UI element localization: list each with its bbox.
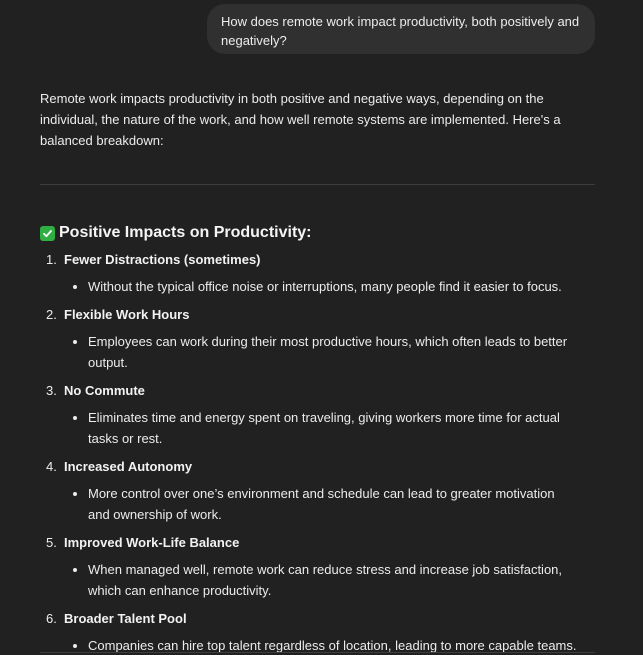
point-number: 2. (46, 307, 57, 322)
point-detail: When managed well, remote work can reduce stress and increase job satisfaction, which can enhance productivity. (64, 559, 578, 601)
point-details (64, 483, 600, 525)
point-title: Fewer Distractions (sometimes) (64, 252, 261, 267)
list-item (40, 380, 600, 449)
section-heading (40, 222, 600, 244)
point-title: Improved Work-Life Balance (64, 535, 240, 550)
point-details (64, 276, 600, 297)
point-details (64, 331, 600, 373)
user-message-text: How does remote work impact productivity, both positively and negatively? (221, 14, 580, 48)
point-title: Increased Autonomy (64, 459, 193, 474)
point-details (64, 559, 600, 601)
point-details (64, 407, 600, 449)
point-number: 3. (46, 383, 57, 398)
list-item (40, 456, 600, 525)
assistant-reply (40, 88, 600, 655)
user-message-bubble (207, 4, 595, 54)
point-detail: More control over one’s environment and schedule can lead to greater motivation and ownership of work. (64, 483, 578, 525)
list-item (40, 304, 600, 373)
point-detail: Without the typical office noise or interruptions, many people find it easier to focus. (64, 276, 578, 297)
point-number: 6. (46, 611, 57, 626)
point-detail: Companies can hire top talent regardless of location, leading to more capable teams. (64, 635, 578, 655)
point-title: Broader Talent Pool (64, 611, 187, 626)
point-title: No Commute (64, 383, 145, 398)
list-item (40, 608, 600, 655)
section-divider (40, 184, 595, 185)
point-number: 4. (46, 459, 57, 474)
points-list (40, 249, 600, 655)
point-detail: Employees can work during their most productive hours, which often leads to better output. (64, 331, 578, 373)
point-title: Flexible Work Hours (64, 307, 190, 322)
point-number: 5. (46, 535, 57, 550)
check-mark-button-icon (40, 226, 55, 241)
list-item (40, 532, 600, 601)
reply-intro: Remote work impacts productivity in both positive and negative ways, depending on the individual, the nature of the work, and how well remote systems are implemented. Here's a balanced breakdown: (40, 91, 561, 148)
point-number: 1. (46, 252, 57, 267)
section-divider (40, 652, 595, 653)
list-item (40, 249, 600, 297)
point-detail: Eliminates time and energy spent on traveling, giving workers more time for actual tasks or rest. (64, 407, 578, 449)
section-heading-text: Positive Impacts on Productivity: (59, 224, 312, 241)
